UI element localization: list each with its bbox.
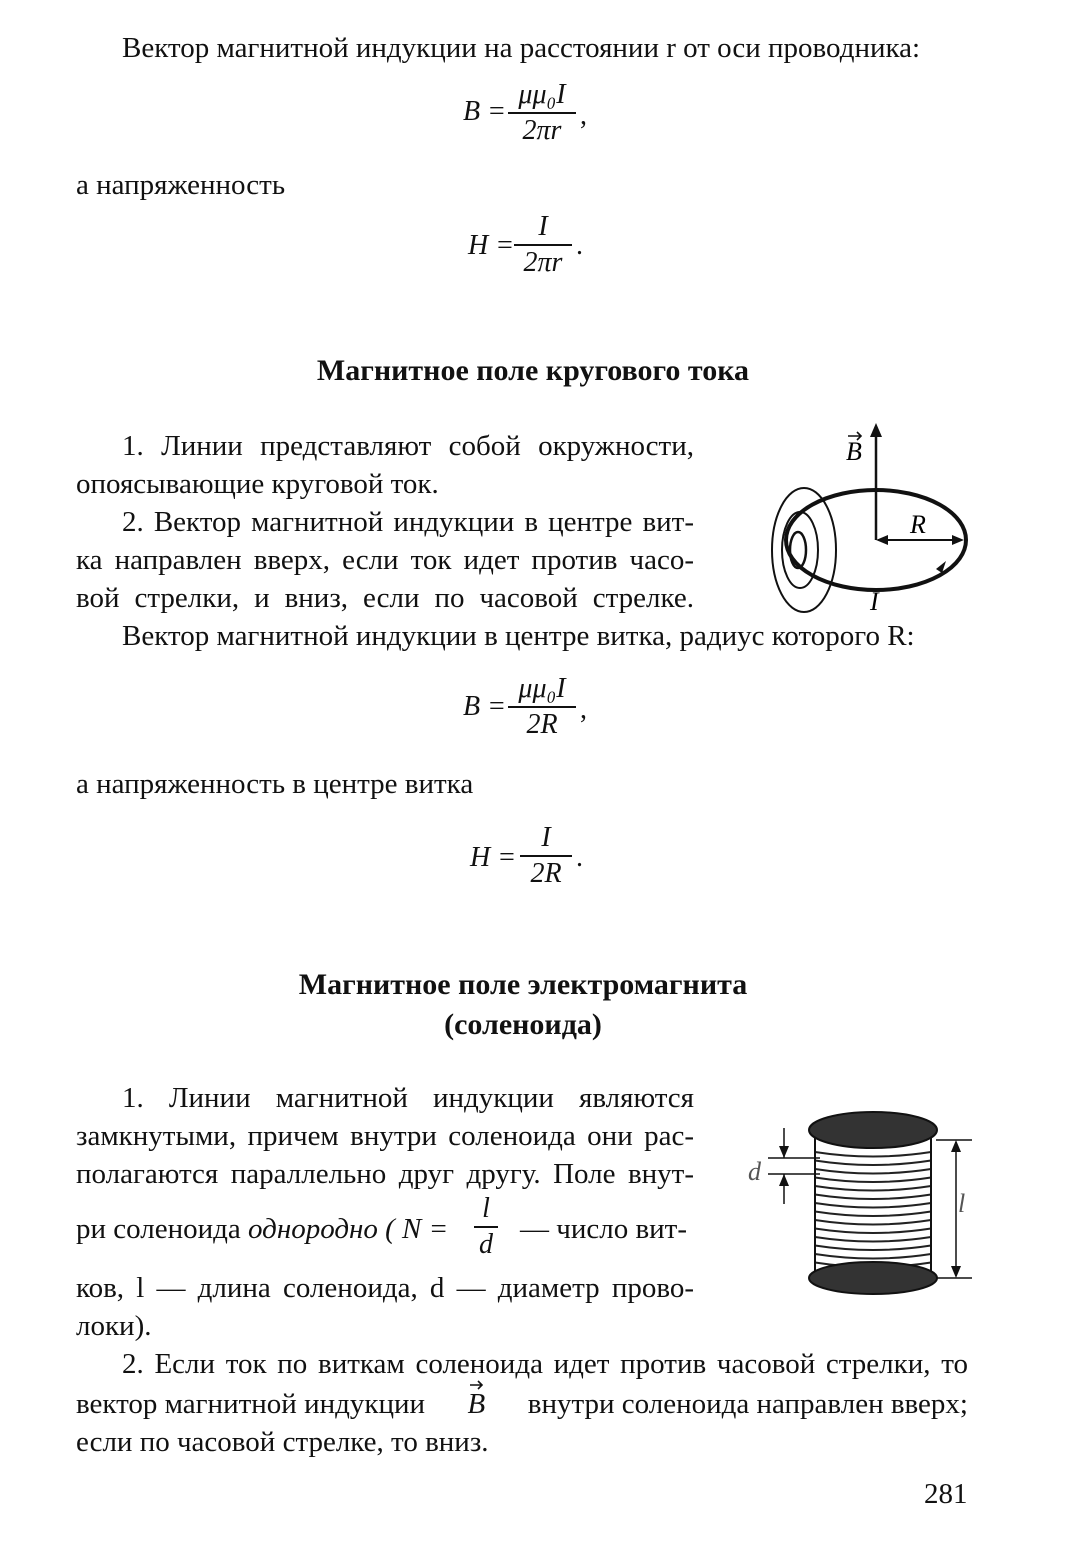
formula-denominator: d (479, 1229, 493, 1260)
label-b-vector: B (846, 437, 862, 466)
radius-arrow-right-icon (952, 535, 964, 545)
circular-current-figure (760, 415, 980, 615)
para-line: 2. Если ток по виткам соленоида идет против часовой стрелки, то (122, 1348, 968, 1380)
formula-tail: . (576, 230, 583, 261)
para-line-with-vector (76, 1386, 968, 1423)
para-line: полагаются параллельно друг другу. Поле внут- (76, 1158, 694, 1190)
formula-lhs: B = (463, 96, 506, 127)
para-line: 1. Линии представляют собой окружности, (122, 430, 694, 462)
formula-lhs: B = (463, 691, 506, 722)
text-segment: внутри соленоида направлен вверх; (527, 1388, 968, 1420)
vector-b-symbol (468, 1386, 486, 1423)
page-number: 281 (924, 1478, 968, 1510)
formula-denominator: 2R (526, 709, 558, 740)
para-line: 1. Линии магнитной индукции являются (122, 1082, 694, 1114)
formula-lhs: H = (470, 842, 517, 873)
text-segment: ри соленоида (76, 1213, 249, 1245)
formula-denominator: 2R (530, 858, 562, 889)
para-line: вой стрелки, и вниз, если по часовой стрелке. (76, 582, 694, 614)
text-segment: вектор магнитной индукции (76, 1388, 426, 1420)
intro-line: Вектор магнитной индукции на расстоянии r от оси проводника: (122, 32, 921, 64)
formula-tail: . (576, 842, 583, 873)
para-line: 2. Вектор магнитной индукции в центре вит- (122, 506, 694, 538)
formula-numerator: l (482, 1193, 490, 1224)
para-line: ка направлен вверх, если ток идет против часо- (76, 544, 694, 576)
formula-lhs: H = (468, 230, 515, 261)
radius-arrow-left-icon (876, 535, 888, 545)
italic-word: однородно (248, 1213, 378, 1245)
label-l: l (958, 1189, 966, 1218)
vector-mark-icon (470, 1380, 484, 1390)
para-line: опоясывающие круговой ток. (76, 468, 439, 500)
solenoid-bottom-cap (809, 1262, 937, 1294)
para-line: ков, l — длина соленоида, d — диаметр прово- (76, 1272, 694, 1304)
solenoid-figure (740, 1100, 980, 1300)
b-vector-arrow-icon (870, 423, 882, 437)
formula-numerator: I (538, 211, 548, 242)
formula-denominator: 2πr (523, 247, 563, 278)
section-heading-solenoid: Магнитное поле электромагнита (298, 968, 748, 1001)
d-arrow-top-icon (779, 1146, 789, 1158)
formula-tail: , (580, 694, 587, 725)
label-current: I (870, 587, 879, 615)
l-arrow-bottom-icon (951, 1266, 961, 1278)
para-line-with-fraction (76, 1211, 448, 1248)
para-line: замкнутыми, причем внутри соленоида они рас- (76, 1120, 694, 1152)
formula-numerator: μμ₀I (518, 79, 566, 110)
section-heading-solenoid-sub: (соленоида) (444, 1008, 602, 1041)
formula-denominator: 2πr (522, 115, 562, 146)
text-segment: — число вит- (520, 1213, 687, 1245)
label-d: d (748, 1157, 761, 1186)
h-intro-text: а напряженность (76, 169, 286, 201)
para-line: Вектор магнитной индукции в центре витка, радиус которого R: (122, 620, 915, 652)
d-arrow-bottom-icon (779, 1174, 789, 1186)
formula-tail: , (580, 100, 587, 131)
text-segment: ( N = (377, 1213, 449, 1245)
formula-numerator: μμ₀I (518, 673, 566, 704)
h-intro-text: а напряженность в центре витка (76, 768, 474, 800)
inline-fraction (474, 1194, 498, 1260)
para-line: локи). (76, 1310, 152, 1342)
section-heading-circular: Магнитное поле кругового тока (316, 354, 750, 387)
l-arrow-top-icon (951, 1140, 961, 1152)
solenoid-top-cap (809, 1112, 937, 1148)
vector-letter: B (467, 1388, 486, 1420)
label-radius: R (910, 510, 926, 539)
formula-numerator: I (541, 822, 551, 853)
para-line: если по часовой стрелке, то вниз. (76, 1426, 489, 1458)
